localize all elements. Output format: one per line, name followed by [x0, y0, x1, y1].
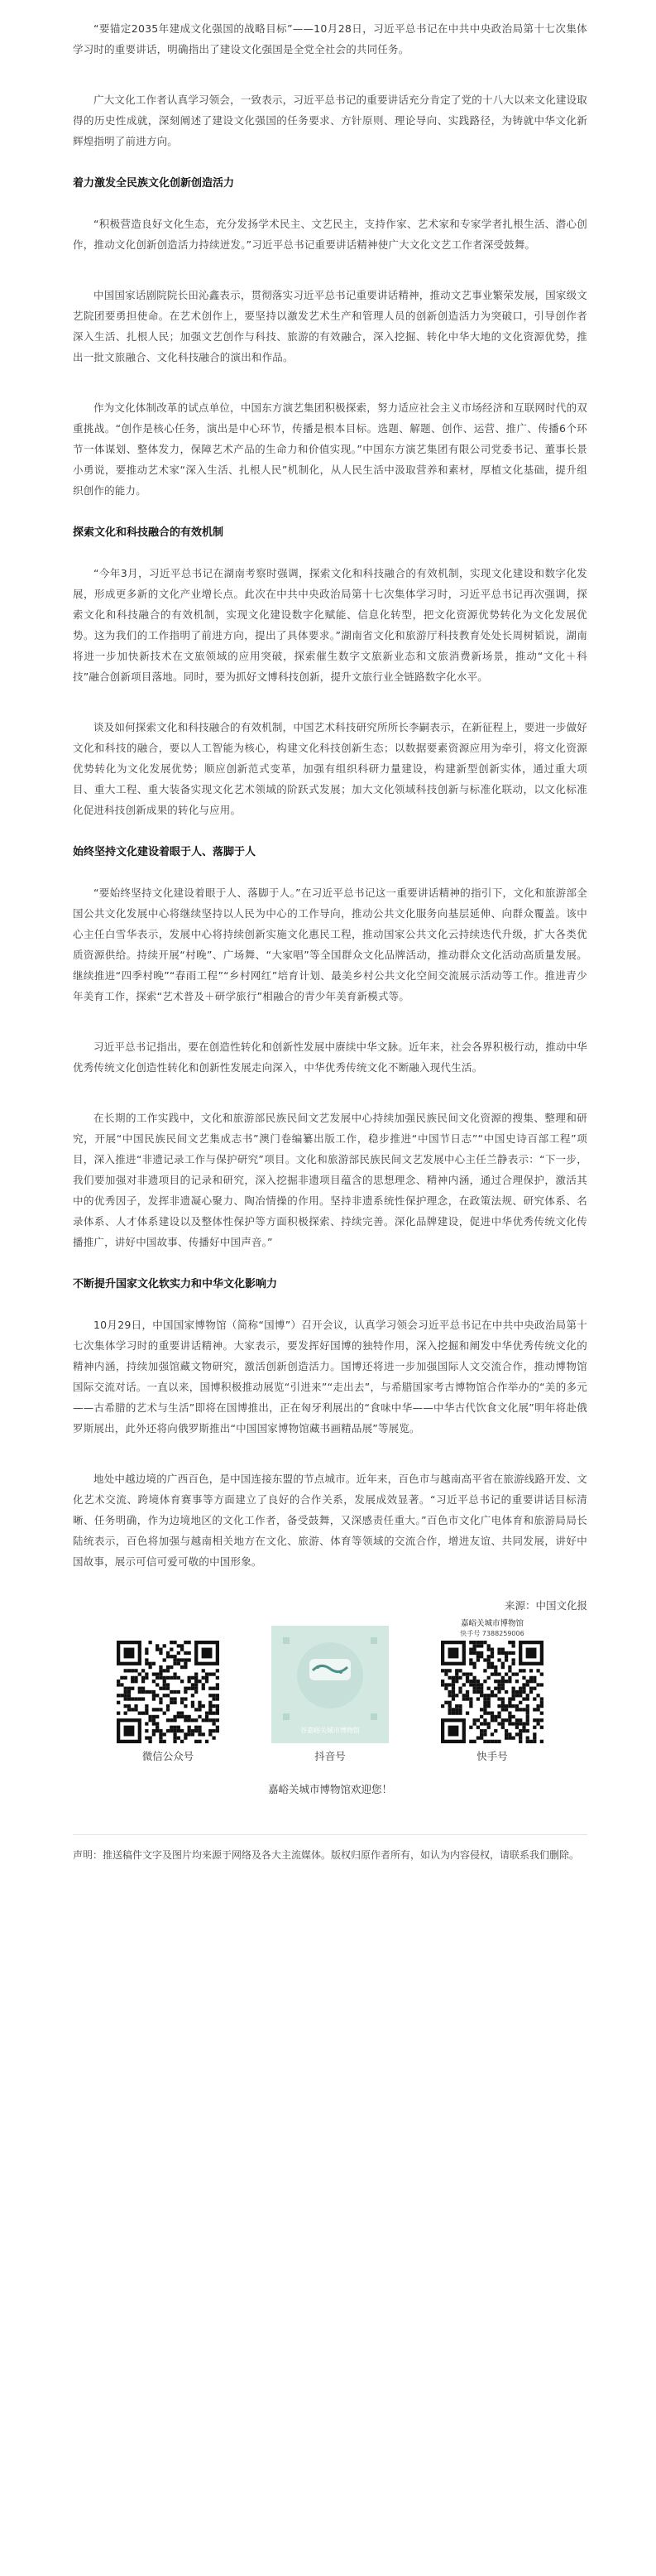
douyin-qr-label: 抖音号 — [314, 1750, 346, 1762]
section1-paragraph: 中国国家话剧院院长田沁鑫表示，贯彻落实习近平总书记重要讲话精神，推动文艺事业繁荣发展，国家级文艺院团要勇担使命。在艺术创作上，要坚持以激发艺术生产和管理人员的创新创造活力为突破口，引导创作者深入生活、扎根人民；加强文艺创作与科技、旅游的有效融合，深入挖掘、转化中华大地的文化资源优势，推出一批文旅融合、文化科技融合的演出和作品。 — [73, 289, 587, 363]
section2-paragraph: 谈及如何探索文化和科技融合的有效机制，中国艺术科技研究所所长李嗣表示，在新征程上，要进一步做好文化和科技的融合，要以人工智能为核心，构建文化科技创新生态；以数据要素资源应用为牵引，将文化资源优势转化为文化发展优势；顺应创新范式变革，加强有组织科研力量建设，构建新型创新实体，通过重大项目、重大工程、重大装备实现文化艺术领域的阶跃式发展；加大文化领域科技创新与标准化联动，以文化标准化促进科技创新成果的转化与应用。 — [73, 721, 587, 816]
section4-paragraph: 地处中越边境的广西百色，是中国连接东盟的节点城市。近年来，百色市与越南高平省在旅游线路开发、文化艺术交流、跨境体育赛事等方面建立了良好的合作关系，发展成效显著。“习近平总书记的重要讲话目标清晰、任务明确，作为边境地区的文化工作者，备受鼓舞，又深感责任重大。”百色市文化广电体育和旅游局局长陆统表示，百色将加强与越南相关地方在文化、旅游、体育等领域的交流合作，增进友谊、共同发展，讲好中国故事，展示可信可爱可敬的中国形象。 — [73, 1473, 587, 1568]
kuaishou-qr-icon[interactable] — [441, 1641, 543, 1743]
kuaishou-id: 快手号 7388259006 — [460, 1630, 524, 1637]
section-heading-soft-power: 不断提升国家文化软实力和中华文化影响力 — [73, 1278, 278, 1290]
section-heading-technology: 探索文化和科技融合的有效机制 — [73, 526, 224, 539]
section4-paragraph: 10月29日，中国国家博物馆（简称“国博”）召开会议，认真学习领会习近平总书记在中共中央政治局第十七次集体学习时的重要讲话精神。大家表示，要发挥好国博的独特作用，深入挖掘和阐发中华优秀传统文化的精神内涵，持续加强馆藏文物研究，激活创新创造活力。国博还将进一步加强国际人文交流合作，推动博物馆国际交流对话。一直以来，国博积极推动展览“引进来”“走出去”，与希腊国家考古博物馆合作举办的“美的多元——古希腊的艺术与生活”即将在国博推出，正在匈牙利展出的“食味中华——中华古代饮食文化展”明年将赴俄罗斯展出，此外还将向俄罗斯推出“中国国家博物馆藏书画精品展”等展览。 — [73, 1319, 587, 1435]
article-body — [73, 18, 587, 1865]
section1-paragraph: “积极营造良好文化生态，充分发扬学术民主、文艺民主，支持作家、艺术家和专家学者扎根生活、潜心创作，推动文化创新创造活力持续迸发。”习近平总书记重要讲话精神使广大文化文艺工作者深受鼓舞。 — [73, 218, 587, 251]
wechat-qr-card — [114, 1641, 222, 1765]
section2-paragraph: “今年3月，习近平总书记在湖南考察时强调，探索文化和科技融合的有效机制，实现文化建设和数字化发展，形成更多新的文化产业增长点。此次在中共中央政治局第十七次集体学习时，习近平总书记再次强调，探索文化和科技融合的有效机制，实现文化建设数字化赋能、信息化转型，把文化资源优势转化为文化发展优势。这为我们的工作指明了前进方向，提出了具体要求。”湖南省文化和旅游厅科技教育处处长周树韬说，湖南将进一步加快新技术在文旅领域的应用突破，探索催生数字文旅新业态和文旅消费新场景，推动“文化＋科技”融合创新项目落地。同时，要为抓好文博科技创新，提升文旅行业全链路数字化水平。 — [73, 567, 587, 683]
section-heading-creativity: 着力激发全民族文化创新创造活力 — [73, 177, 235, 190]
lead-paragraph: “要锚定2035年建成文化强国的战略目标”——10月28日，习近平总书记在中共中央政治局第十七次集体学习时的重要讲话，明确指出了建设文化强国是全党全社会的共同任务。 — [73, 22, 587, 55]
intro-paragraph: 广大文化工作者认真学习领会，一致表示，习近平总书记的重要讲话充分肯定了党的十八大以来文化建设取得的历史性成就，深刻阐述了建设文化强国的任务要求、方针原则、理论导向、实践路径，为铸就中华文化新辉煌指明了前进方向。 — [73, 94, 587, 147]
douyin-caption: 谷嘉峪关城市博物馆 — [300, 1727, 360, 1734]
wechat-qr-label: 微信公众号 — [141, 1750, 194, 1762]
kuaishou-qr-card — [438, 1619, 546, 1765]
douyin-qr-icon[interactable] — [271, 1626, 389, 1743]
kuaishou-qr-label: 快手号 — [476, 1750, 508, 1762]
douyin-qr-card — [276, 1641, 384, 1765]
section3-paragraph: 在长期的工作实践中，文化和旅游部民族民间文艺发展中心持续加强民族民间文化资源的搜集、整理和研究，开展“中国民族民间文艺集成志书”澳门卷编纂出版工作，稳步推进“中国节日志”“中国史诗百部工程”项目，深入推进“非遗记录工作与保护研究”项目。文化和旅游部民族民间文艺发展中心主任兰静表示：“下一步，我们要加强对非遗项目的记录和研究，深入挖掘非遗项目蕴含的思想理念、精神内涵，通过合理保护，激活其中的优秀因子，发挥非遗凝心聚力、陶冶情操的作用。坚持非遗系统性保护理念，在政策法规、研究体系、名录体系、人才体系建设以及整体性保护等方面积极探索、持续完善。深化品牌建设，促进中华优秀传统文化传播推广，讲好中国故事、传播好中国声音。” — [73, 1112, 587, 1248]
section3-paragraph: “要始终坚持文化建设着眼于人、落脚于人。”在习近平总书记这一重要讲话精神的指引下，文化和旅游部全国公共文化发展中心将继续坚持以人民为中心的工作导向，推动公共文化服务向基层延伸、向群众覆盖。该中心主任白雪华表示，发展中心将持续创新实施文化惠民工程，推动国家公共文化云持续迭代升级，扩大各类优质资源供给。持续开展“村晚”、广场舞、“大家唱”等全国群众文化品牌活动，推动群众文化活动高质量发展。继续推进“四季村晚”“春雨工程”“乡村网红”培育计划、最美乡村公共文化空间交流展示活动等工作。推进青少年美育工作，探索“艺术普及＋研学旅行”相融合的青少年美育新模式等。 — [73, 887, 587, 1002]
copyright-disclaimer: 声明：推送稿件文字及图片均来源于网络及各大主流媒体。版权归原作者所有，如认为内容侵权，请联系我们删除。 — [73, 1849, 580, 1861]
welcome-message: 嘉峪关城市博物馆欢迎您！ — [267, 1783, 392, 1795]
kuaishou-title: 嘉峪关城市博物馆 — [460, 1619, 524, 1628]
article-source: 来源：中国文化报 — [504, 1599, 587, 1612]
section1-paragraph: 作为文化体制改革的试点单位，中国东方演艺集团积极探索，努力适应社会主义市场经济和互联网时代的双重挑战。“创作是核心任务，演出是中心环节，传播是根本目标。选题、解题、创作、运营、推广、传播6个环节一体谋划、整体发力，保障艺术产品的生命力和价值实现。”中国东方演艺集团有限公司党委书记、董事长景小勇说，要推动艺术家“深入生活、扎根人民”机制化，从人民生活中汲取营养和素材，厚植文化基础，提升组织创作的能力。 — [73, 401, 587, 497]
qr-code-row — [73, 1619, 587, 1765]
footer-divider — [73, 1834, 587, 1835]
section-heading-people: 始终坚持文化建设着眼于人、落脚于人 — [73, 846, 256, 858]
section3-paragraph: 习近平总书记指出，要在创造性转化和创新性发展中赓续中华文脉。近年来，社会各界积极行动，推动中华优秀传统文化创造性转化和创新性发展走向深入，中华优秀传统文化不断融入现代生活。 — [73, 1040, 587, 1074]
wechat-qr-icon[interactable] — [117, 1641, 219, 1743]
